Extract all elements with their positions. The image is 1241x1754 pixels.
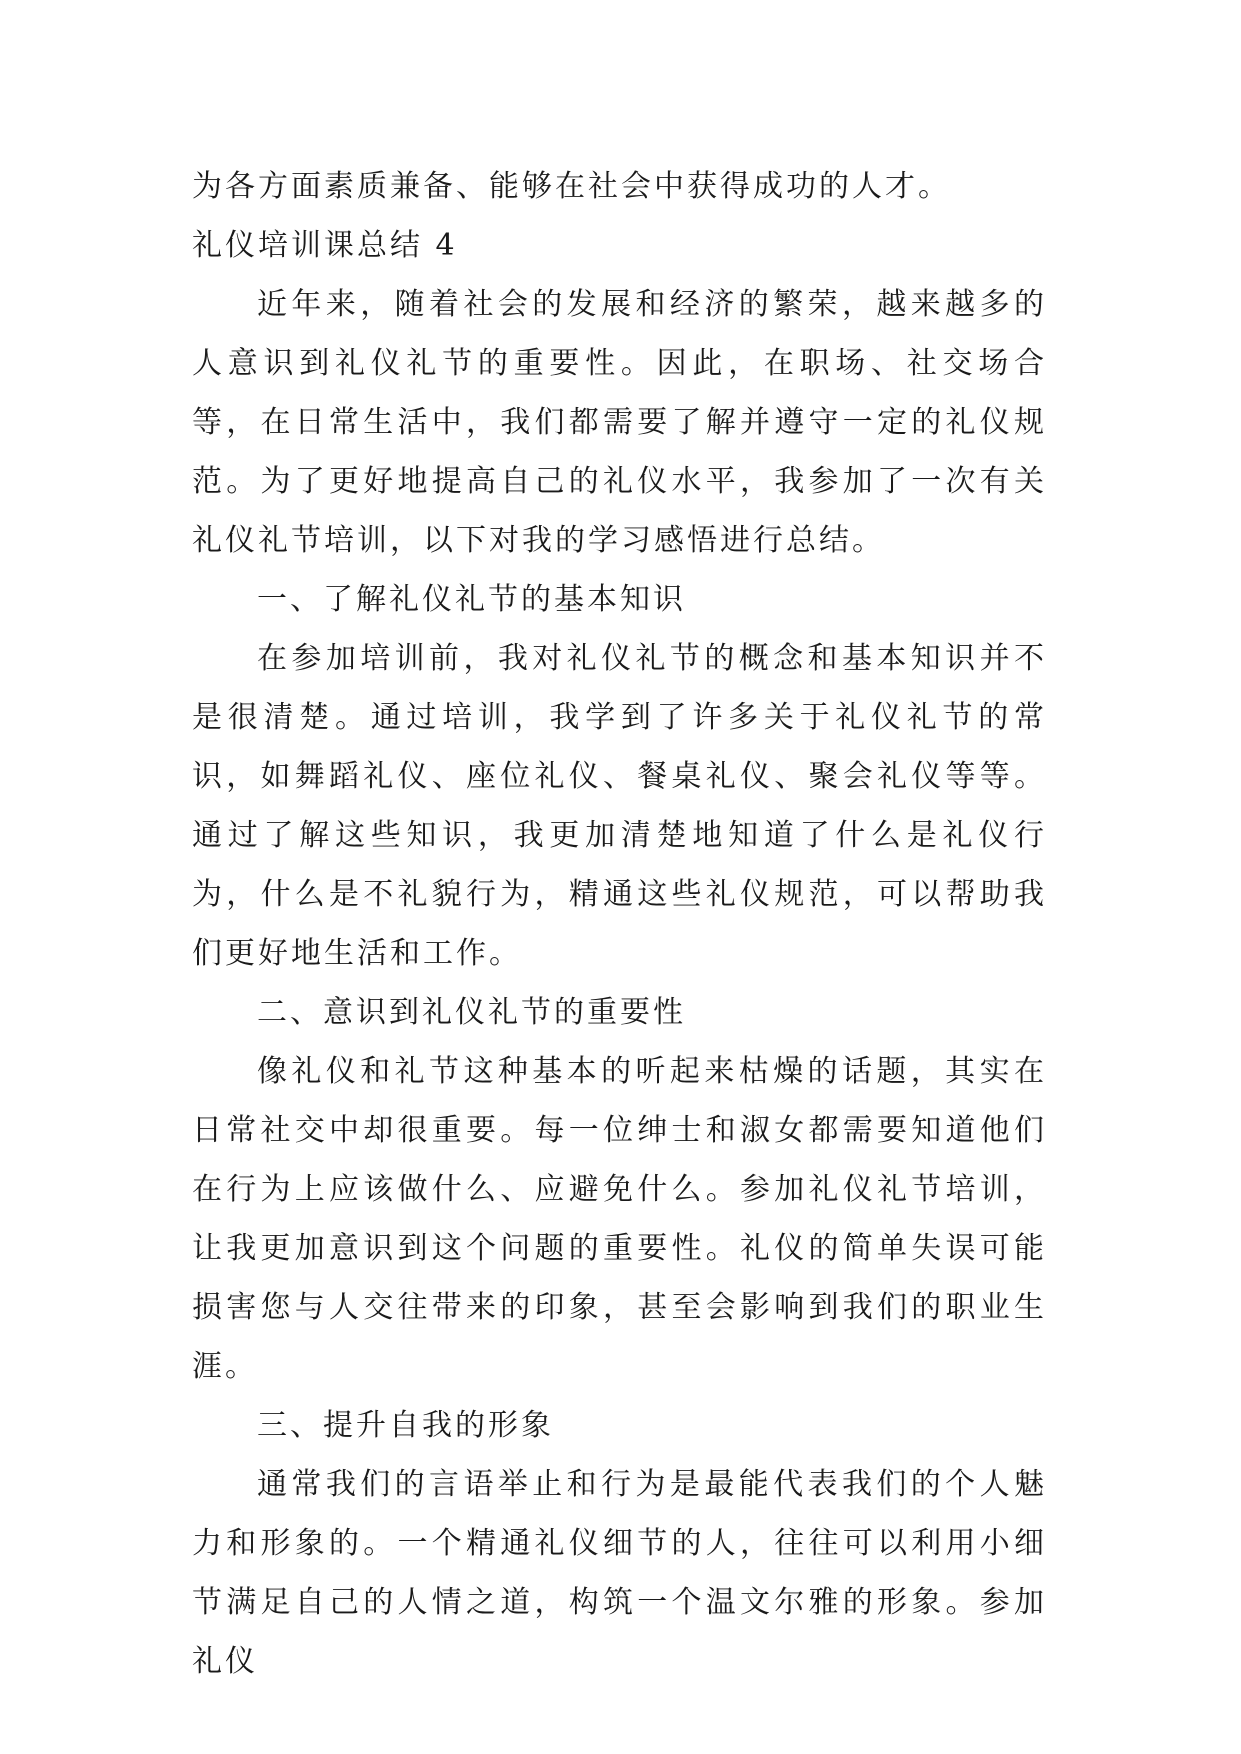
body-paragraph: 近年来，随着社会的发展和经济的繁荣，越来越多的人意识到礼仪礼节的重要性。因此，在职场、社交场合等，在日常生活中，我们都需要了解并遵守一定的礼仪规范。为了更好地提高自己的礼仪水平，我参加了一次有关礼仪礼节培训，以下对我的学习感悟进行总结。 <box>192 287 1047 558</box>
subheading: 三、提升自我的形象 <box>257 1408 554 1443</box>
subheading: 二、意识到礼仪礼节的重要性 <box>257 995 686 1030</box>
section-heading: 礼仪培训课总结 4 <box>192 228 458 263</box>
document-body <box>192 157 1047 1691</box>
body-paragraph: 在参加培训前，我对礼仪礼节的概念和基本知识并不是很清楚。通过培训，我学到了许多关于礼仪礼节的常识，如舞蹈礼仪、座位礼仪、餐桌礼仪、聚会礼仪等等。通过了解这些知识，我更加清楚地知道了什么是礼仪行为，什么是不礼貌行为，精通这些礼仪规范，可以帮助我们更好地生活和工作。 <box>192 641 1047 971</box>
subheading: 一、了解礼仪礼节的基本知识 <box>257 582 686 617</box>
body-paragraph: 通常我们的言语举止和行为是最能代表我们的个人魅力和形象的。一个精通礼仪细节的人，往往可以利用小细节满足自己的人情之道，构筑一个温文尔雅的形象。参加礼仪 <box>192 1467 1047 1679</box>
body-paragraph: 像礼仪和礼节这种基本的听起来枯燥的话题，其实在日常社交中却很重要。每一位绅士和淑女都需要知道他们在行为上应该做什么、应避免什么。参加礼仪礼节培训，让我更加意识到这个问题的重要性。礼仪的简单失误可能损害您与人交往带来的印象，甚至会影响到我们的职业生涯。 <box>192 1054 1047 1384</box>
continuation-paragraph: 为各方面素质兼备、能够在社会中获得成功的人才。 <box>192 169 951 204</box>
